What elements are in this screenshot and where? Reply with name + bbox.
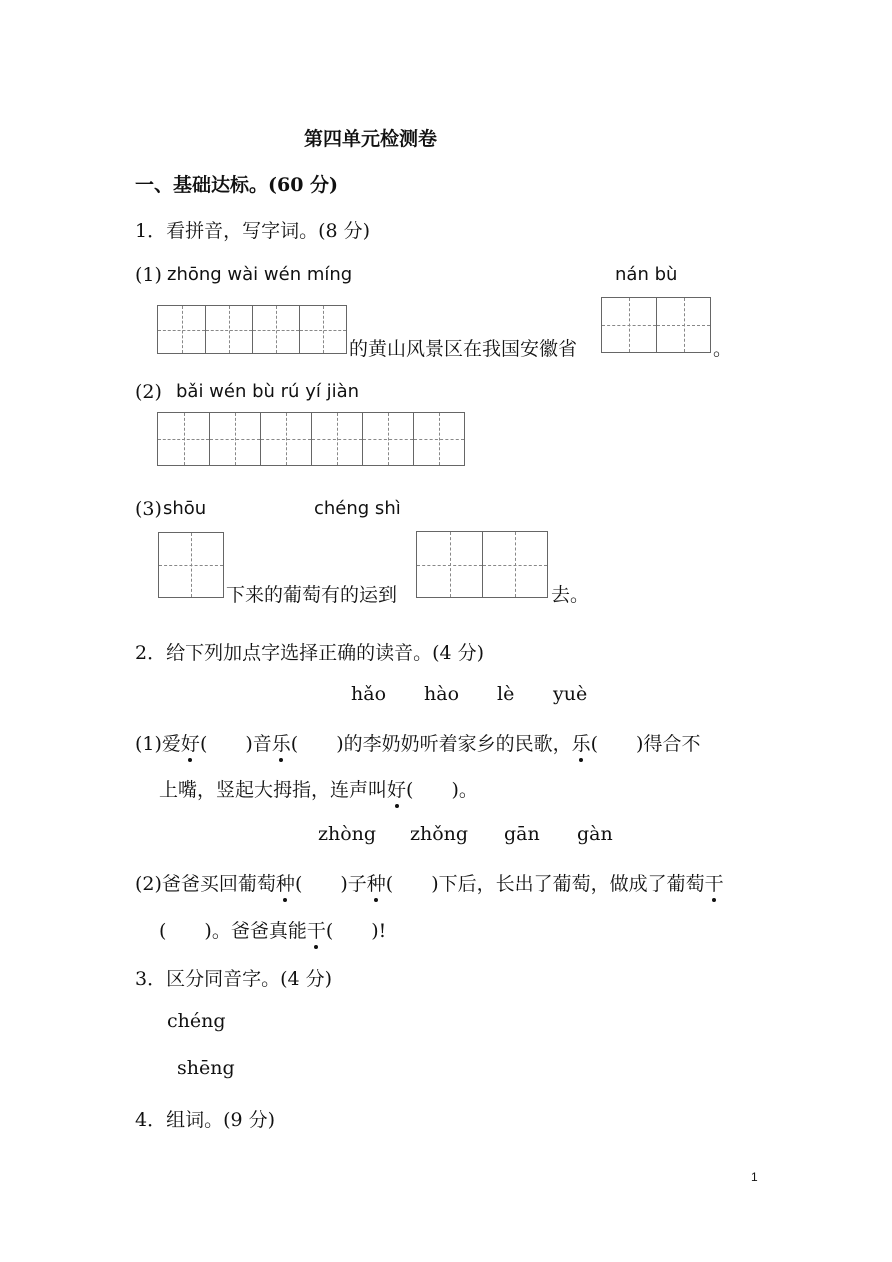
text-span: ( )音 — [199, 733, 272, 755]
q3-pinyin-2: shēng — [177, 1057, 235, 1079]
q1-part1-boxes-a[interactable] — [157, 305, 347, 354]
option: zhòng — [318, 823, 377, 845]
q1-part2-pinyin: bǎi wén bù rú yí jiàn — [176, 381, 360, 402]
q1-part1-end: 。 — [713, 338, 733, 360]
q1-part2-boxes[interactable] — [157, 412, 465, 466]
question-3-heading: 3．区分同音字。(4 分) — [135, 968, 333, 990]
dotted-char: 乐 — [572, 729, 591, 756]
q1-part1-pinyin-a: zhōng wài wén míng — [167, 264, 353, 285]
q1-part3-pinyin-a: shōu — [163, 498, 207, 519]
dotted-char: 乐 — [272, 729, 291, 756]
q1-part1-pinyin-b: nán bù — [615, 264, 678, 285]
text-span: (1)爱 — [135, 733, 181, 755]
option: lè — [497, 683, 515, 705]
page-number: 1 — [751, 1170, 758, 1184]
q1-part1-label: (1) — [135, 264, 162, 286]
q1-part3-end: 去。 — [551, 584, 590, 606]
question-1-heading: 1．看拼音，写字词。(8 分) — [135, 220, 371, 242]
dotted-char: 干 — [307, 916, 326, 943]
option: gàn — [577, 823, 613, 845]
text-span: (2)爸爸买回葡萄 — [135, 873, 276, 895]
page-title: 第四单元检测卷 — [304, 128, 438, 150]
text-span: ( )。爸爸真能 — [159, 920, 307, 942]
q1-part1-boxes-b[interactable] — [601, 297, 711, 353]
q1-part1-text: 的黄山风景区在我国安徽省 — [349, 338, 578, 360]
text-span: 上嘴，竖起大拇指，连声叫 — [159, 779, 388, 801]
dotted-char: 种 — [276, 869, 295, 896]
q3-pinyin-1: chéng — [167, 1010, 226, 1032]
question-4-heading: 4．组词。(9 分) — [135, 1109, 276, 1131]
dotted-char: 种 — [367, 869, 386, 896]
q1-part3-pinyin-b: chéng shì — [314, 498, 401, 519]
text-span: ( )下后，长出了葡萄，做成了葡萄 — [385, 873, 705, 895]
q1-part3-boxes-b[interactable] — [416, 531, 548, 598]
dotted-char: 好 — [387, 775, 406, 802]
q2-sentence-1-line-2 — [159, 775, 478, 802]
text-span: ( )得合不 — [590, 733, 701, 755]
section-heading: 一、基础达标。(60 分) — [135, 174, 339, 196]
q1-part3-text: 下来的葡萄有的运到 — [226, 584, 398, 606]
option: yuè — [553, 683, 588, 705]
q1-part3-boxes-a[interactable] — [158, 532, 224, 598]
text-span: ( )子 — [294, 873, 367, 895]
option: zhǒng — [410, 823, 469, 845]
text-span: ( )的李奶奶听着家乡的民歌， — [290, 733, 572, 755]
question-2-heading: 2．给下列加点字选择正确的读音。(4 分) — [135, 642, 485, 664]
option: hǎo — [351, 683, 387, 705]
text-span: ( )! — [325, 920, 387, 942]
q2-sentence-1-line-1 — [135, 729, 700, 756]
q2-sentence-2-line-1 — [135, 869, 724, 896]
option: hào — [424, 683, 460, 705]
dotted-char: 干 — [705, 869, 724, 896]
dotted-char: 好 — [181, 729, 200, 756]
option: gān — [504, 823, 540, 845]
q1-part3-label: (3) — [135, 498, 162, 520]
text-span: ( )。 — [406, 779, 478, 801]
q1-part2-label: (2) — [135, 381, 162, 403]
q2-sentence-2-line-2 — [159, 916, 386, 943]
